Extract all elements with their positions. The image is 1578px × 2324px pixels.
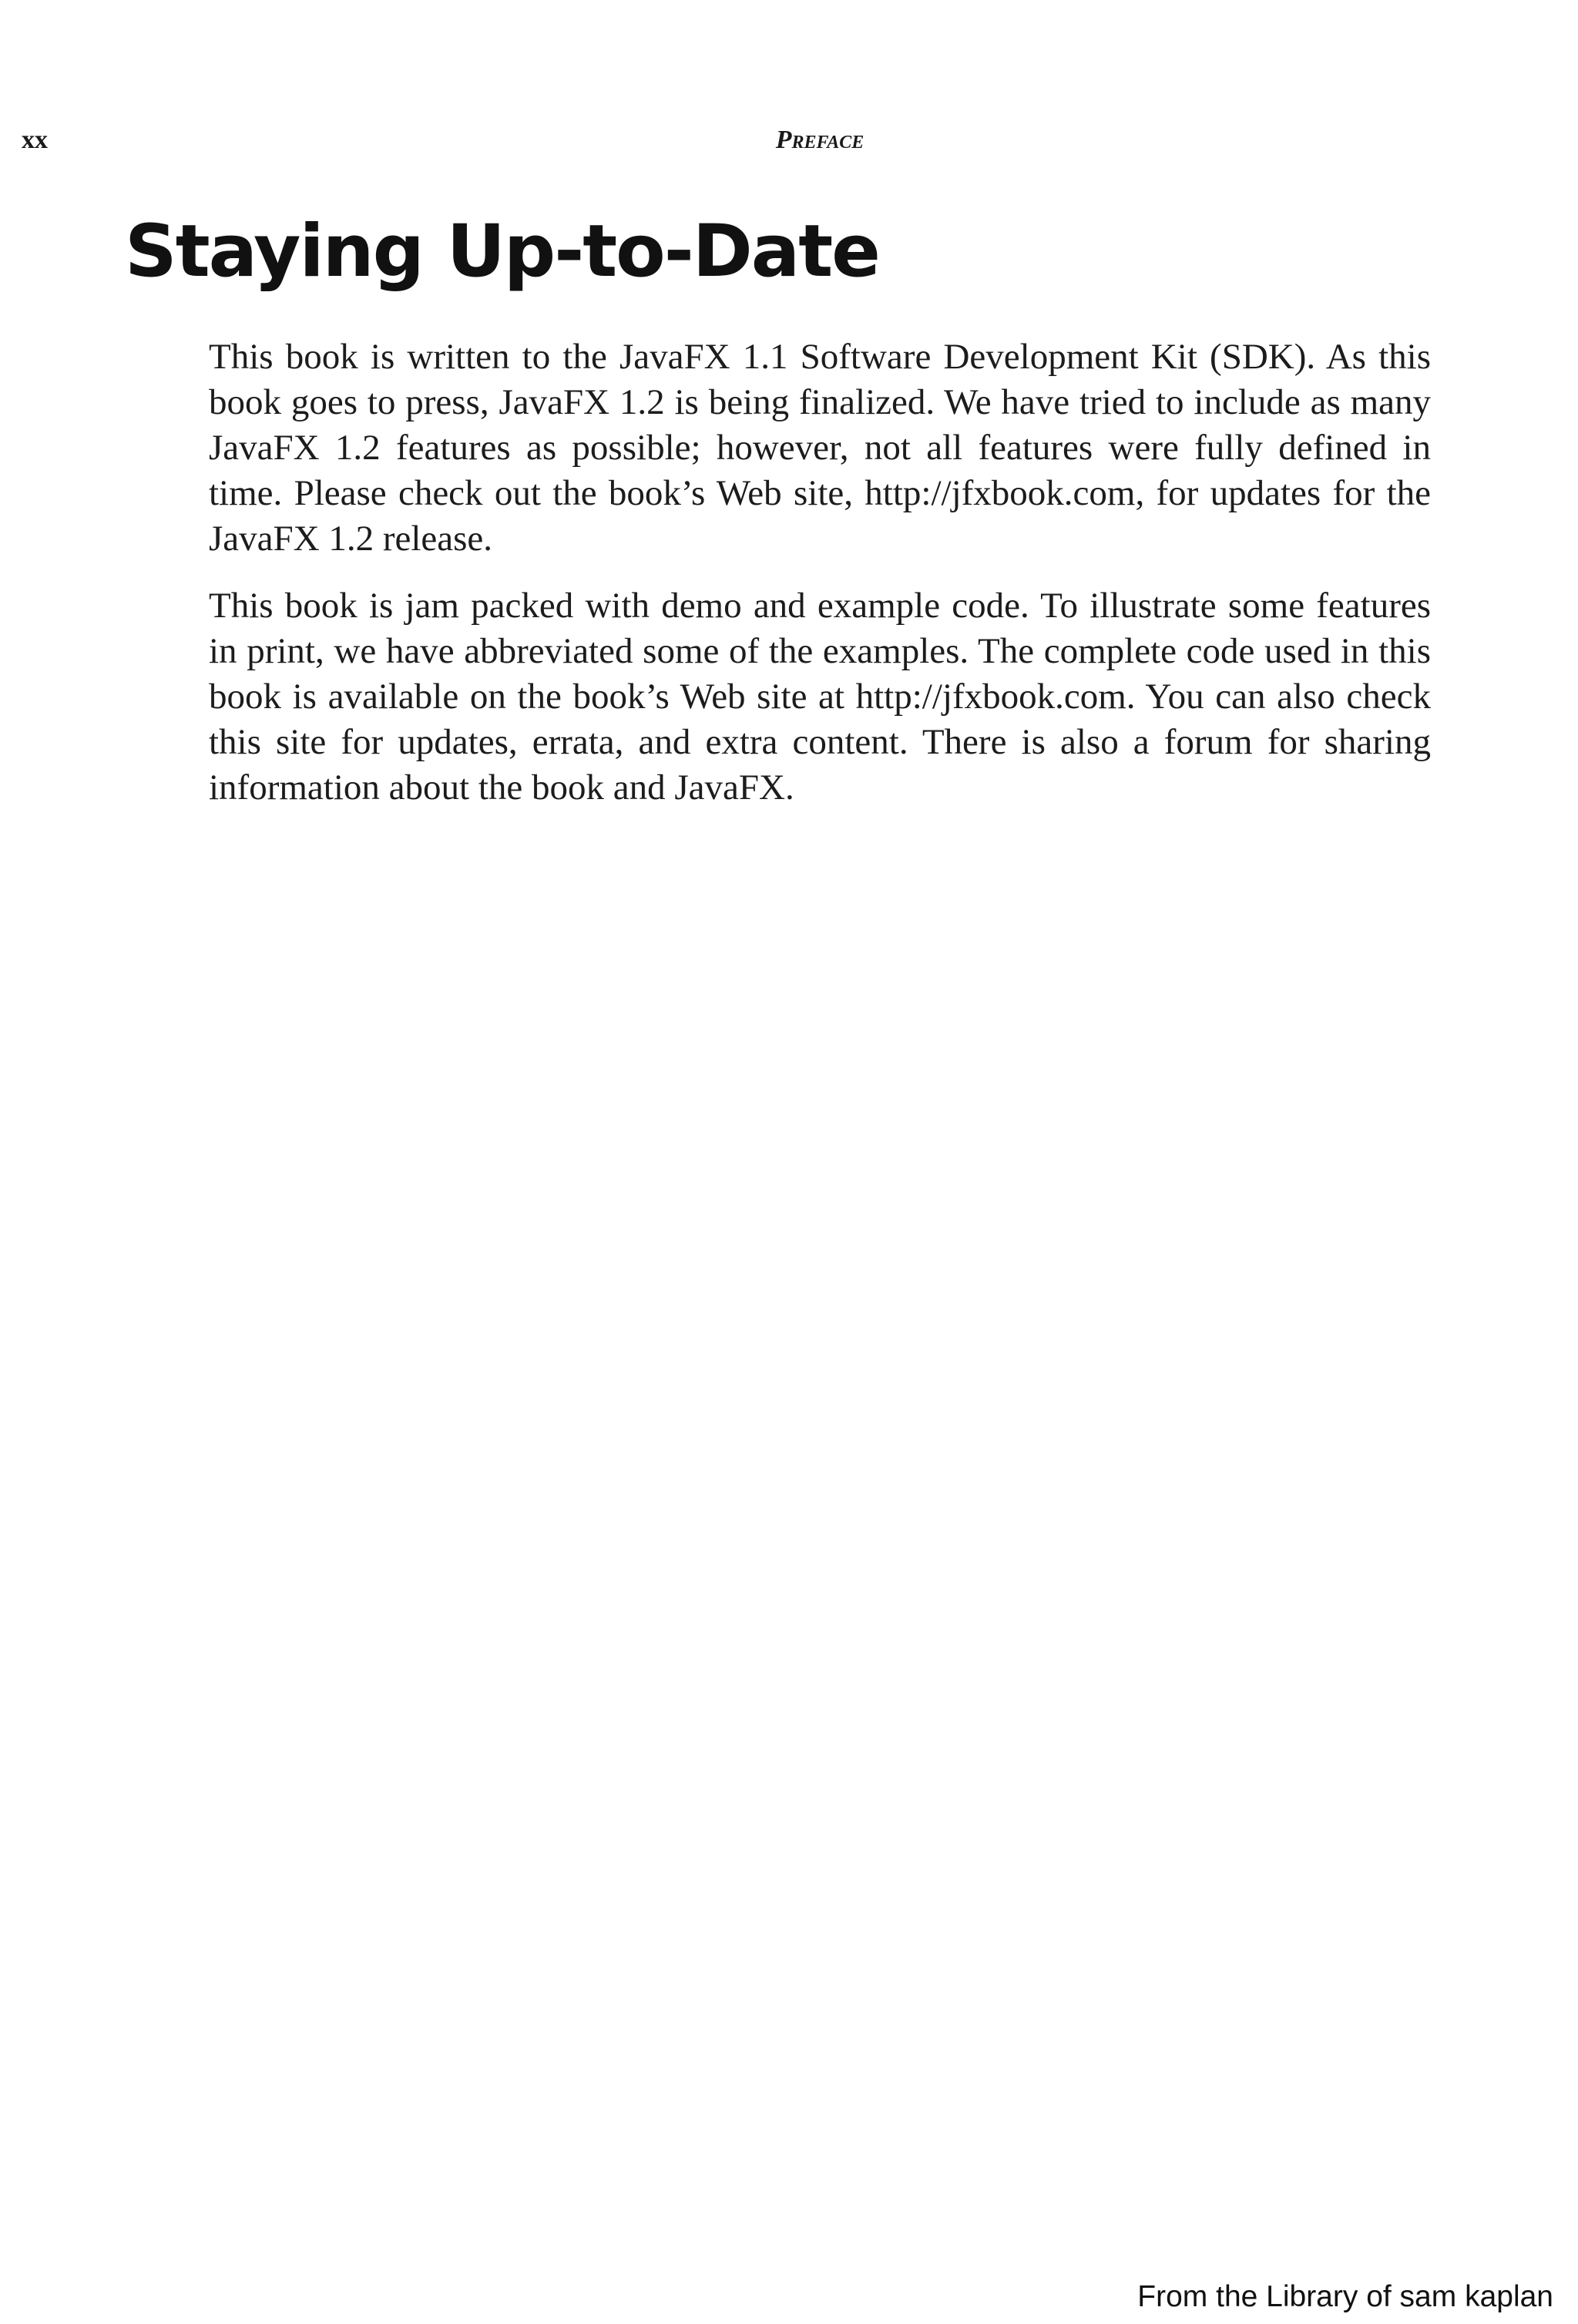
paragraph-example-code: This book is jam packed with demo and example code. To illustrate some features in print, we have abbreviated some of the examples. The complete code used in this book is available on the book’s Web site at http://jfxbook.com. You can also check this site for updates, errata, and extra content. There is also a forum for sharing information about the book and JavaFX. xyxy=(209,586,1431,808)
running-head: Preface xyxy=(775,126,865,154)
paragraph-sdk-version: This book is written to the JavaFX 1.1 Software Development Kit (SDK). As this book goes to press, JavaFX 1.2 is being finalized. We have tried to include as many JavaFX 1.2 features as possible; however, not all features were fully defined in time. Please check out the book’s Web site, http://jfxbook.com, for updates for the JavaFX 1.2 release. xyxy=(209,337,1431,559)
section-title: Staying Up-to-Date xyxy=(125,210,879,294)
section-body xyxy=(209,334,1431,832)
library-footer-note: From the Library of sam kaplan xyxy=(1137,2280,1553,2313)
page-number: xx xyxy=(22,126,48,154)
